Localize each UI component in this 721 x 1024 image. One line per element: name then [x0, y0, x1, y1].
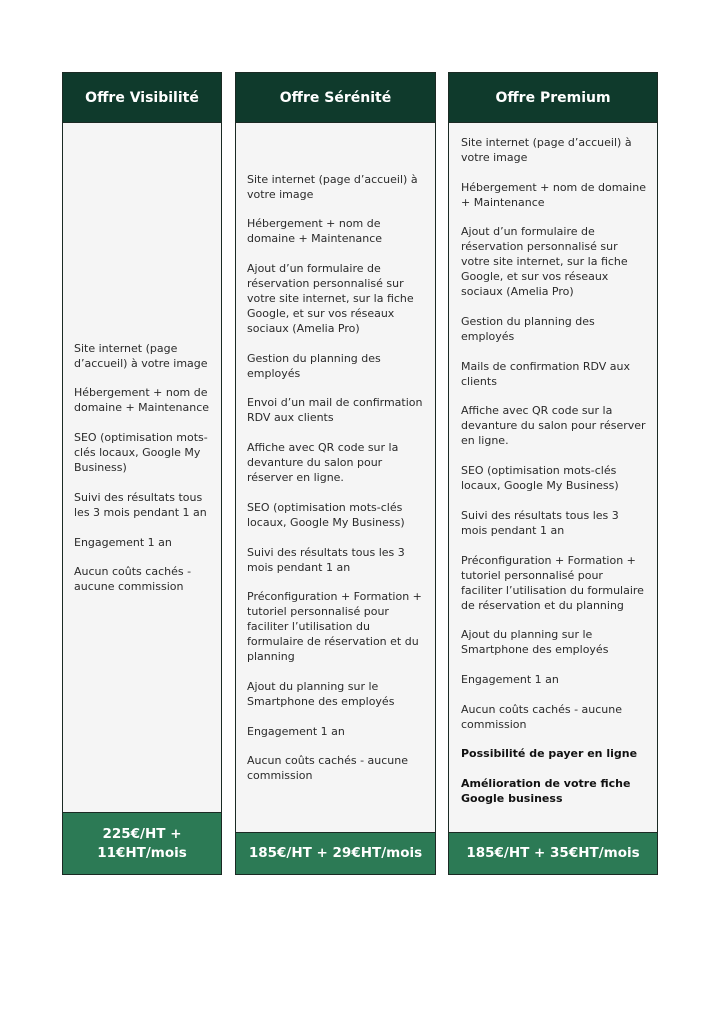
feature-item: Ajout d’un formulaire de réservation personnalisé sur votre site internet, sur la fiche Google, et sur vos réseaux sociaux (Amelia Pro): [461, 225, 628, 299]
feature-list: [236, 123, 435, 832]
offer-price: 185€/HT + 35€HT/mois: [449, 832, 657, 874]
offer-price: 225€/HT + 11€HT/mois: [63, 812, 221, 874]
feature-item: Préconfiguration + Formation + tutoriel personnalisé pour faciliter l’utilisation du formulaire de réservation et du planning: [247, 590, 422, 664]
feature-item-highlight: Possibilité de payer en ligne: [461, 747, 638, 761]
feature-item: Engagement 1 an: [461, 672, 559, 686]
feature-list: [449, 123, 657, 832]
feature-item: SEO (optimisation mots-clés locaux, Google My Business): [74, 431, 208, 475]
feature-item: Ajout du planning sur le Smartphone des employés: [461, 628, 609, 657]
feature-item: Site internet (page d’accueil) à votre image: [461, 136, 632, 164]
feature-item: Ajout d’un formulaire de réservation personnalisé sur votre site internet, sur la fiche Google, et sur vos réseaux sociaux (Amelia Pro): [247, 262, 414, 336]
feature-item: Aucun coûts cachés - aucune commission: [247, 754, 409, 783]
feature-item: Hébergement + nom de domaine + Maintenance: [461, 180, 646, 209]
feature-item: Suivi des résultats tous les 3 mois pendant 1 an: [74, 490, 207, 519]
feature-item: Hébergement + nom de domaine + Maintenance: [74, 386, 210, 415]
feature-item: Engagement 1 an: [247, 724, 345, 738]
feature-item: Envoi d’un mail de confirmation RDV aux clients: [247, 396, 423, 425]
feature-item: Gestion du planning des employés: [461, 315, 595, 344]
offer-title: Offre Visibilité: [63, 73, 221, 123]
feature-item: Préconfiguration + Formation + tutoriel personnalisé pour faciliter l’utilisation du formulaire de réservation et du planning: [461, 553, 644, 612]
offer-card-serenite: [235, 72, 436, 875]
offer-title: Offre Premium: [449, 73, 657, 123]
feature-item: Aucun coûts cachés - aucune commission: [461, 702, 623, 731]
offer-card-visibilite: [62, 72, 222, 875]
feature-item: Site internet (page d’accueil) à votre image: [74, 341, 208, 370]
offer-card-premium: [448, 72, 658, 875]
offer-title: Offre Sérénité: [236, 73, 435, 123]
feature-item: Mails de confirmation RDV aux clients: [461, 359, 631, 388]
feature-item: Hébergement + nom de domaine + Maintenance: [247, 217, 383, 246]
feature-item: Affiche avec QR code sur la devanture du salon pour réserver en ligne.: [247, 441, 399, 485]
feature-item: Site internet (page d’accueil) à votre image: [247, 172, 418, 201]
feature-item: Ajout du planning sur le Smartphone des employés: [247, 679, 395, 708]
offer-price: 185€/HT + 29€HT/mois: [236, 832, 435, 874]
feature-item: Suivi des résultats tous les 3 mois pendant 1 an: [247, 545, 405, 574]
feature-item: Aucun coûts cachés - aucune commission: [74, 565, 192, 594]
feature-item: SEO (optimisation mots-clés locaux, Google My Business): [247, 500, 405, 529]
feature-item: SEO (optimisation mots-clés locaux, Google My Business): [461, 464, 619, 493]
feature-item: Engagement 1 an: [74, 535, 172, 549]
feature-item: Affiche avec QR code sur la devanture du salon pour réserver en ligne.: [461, 404, 646, 448]
feature-item: Gestion du planning des employés: [247, 351, 381, 380]
feature-item: Suivi des résultats tous les 3 mois pendant 1 an: [461, 508, 619, 537]
feature-list: [63, 123, 221, 812]
feature-item-highlight: Amélioration de votre fiche Google business: [461, 776, 631, 805]
